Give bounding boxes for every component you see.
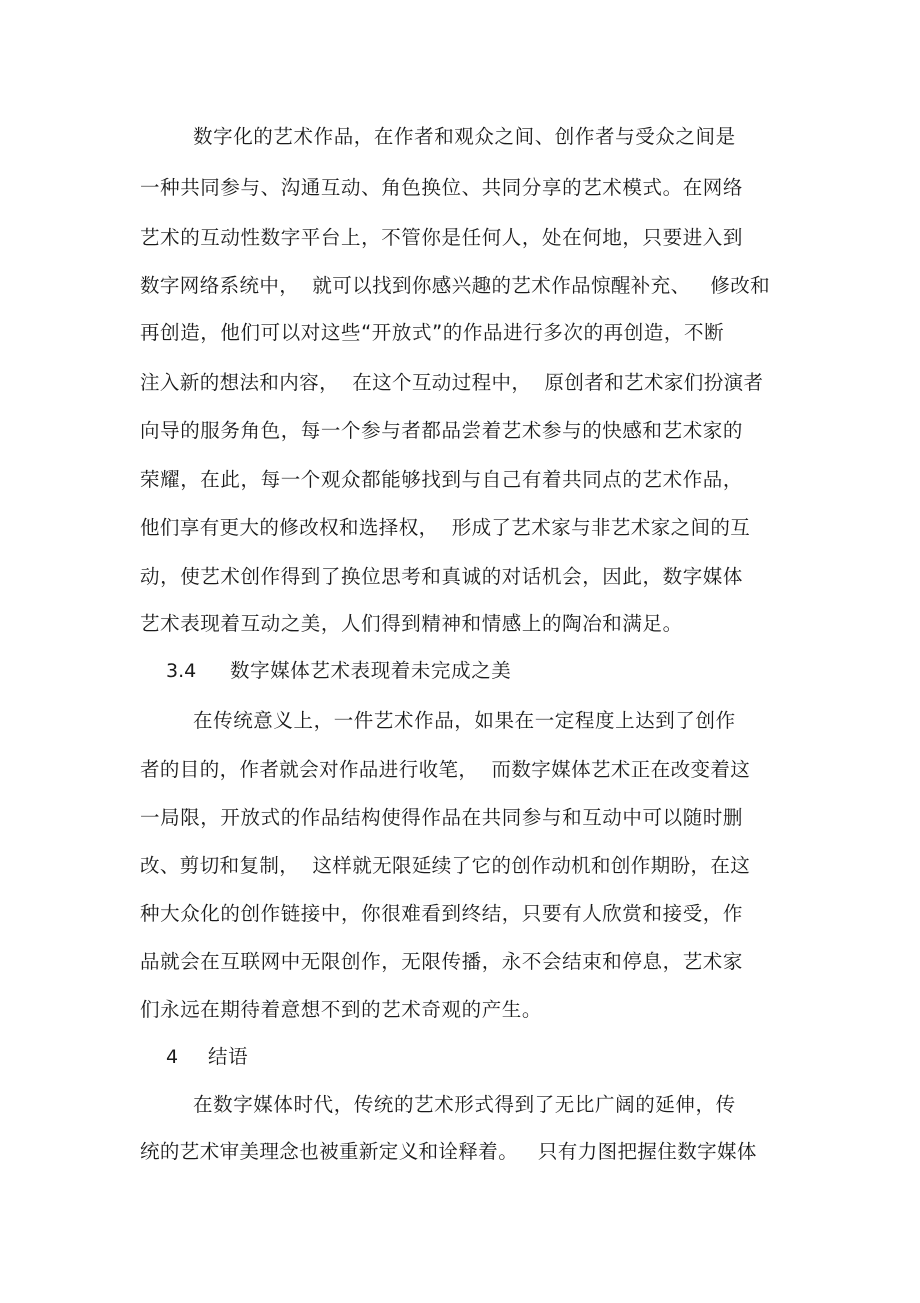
section-4-title: 结语 bbox=[208, 1045, 249, 1068]
paragraph-2-line-3: 一局限，开放式的作品结构使得作品在共同参与和互动中可以随时删 bbox=[140, 806, 744, 829]
paragraph-1-line-11: 艺术表现着互动之美，人们得到精神和情感上的陶冶和满足。 bbox=[140, 612, 683, 635]
paragraph-1-line-7: 向导的服务角色，每一个参与者都品尝着艺术参与的快感和艺术家的 bbox=[140, 419, 744, 442]
paragraph-2-line-4: 改、剪切和复制， 这样就无限延续了它的创作动机和创作期盼，在这 bbox=[140, 854, 751, 877]
paragraph-1-line-9: 他们享有更大的修改权和选择权， 形成了艺术家与非艺术家之间的互 bbox=[140, 516, 751, 539]
paragraph-2-line-7: 们永远在期待着意想不到的艺术奇观的产生。 bbox=[140, 998, 543, 1021]
section-3-4-title: 数字媒体艺术表现着未完成之美 bbox=[230, 659, 512, 682]
paragraph-2-line-1: 在传统意义上，一件艺术作品，如果在一定程度上达到了创作 bbox=[193, 709, 736, 732]
paragraph-1-line-1: 数字化的艺术作品，在作者和观众之间、创作者与受众之间是 bbox=[193, 125, 736, 148]
paragraph-1-line-6: 注入新的想法和内容， 在这个互动过程中， 原创者和艺术家们扮演者 bbox=[140, 371, 764, 394]
paragraph-3-line-1: 在数字媒体时代，传统的艺术形式得到了无比广阔的延伸，传 bbox=[193, 1093, 736, 1116]
paragraph-1-line-5: 再创造，他们可以对这些“开放式”的作品进行多次的再创造，不断 bbox=[140, 321, 725, 344]
paragraph-3-line-2: 统的艺术审美理念也被重新定义和诠释着。 只有力图把握住数字媒体 bbox=[140, 1140, 757, 1163]
section-3-4-number: 3.4 bbox=[166, 660, 197, 682]
paragraph-2-line-2: 者的目的，作者就会对作品进行收笔， 而数字媒体艺术正在改变着这 bbox=[140, 758, 751, 781]
paragraph-2-line-5: 种大众化的创作链接中，你很难看到终结，只要有人欣赏和接受，作 bbox=[140, 902, 744, 925]
paragraph-1-line-8: 荣耀，在此，每一个观众都能够找到与自己有着共同点的艺术作品， bbox=[140, 468, 744, 491]
paragraph-1-line-3: 艺术的互动性数字平台上，不管你是任何人，处在何地，只要进入到 bbox=[140, 226, 744, 249]
paragraph-1-line-2: 一种共同参与、沟通互动、角色换位、共同分享的艺术模式。在网络 bbox=[140, 176, 744, 199]
section-4-number: 4 bbox=[166, 1046, 179, 1068]
paragraph-1-line-4: 数字网络系统中， 就可以找到你感兴趣的艺术作品惊醒补充、 修改和 bbox=[140, 274, 770, 297]
paragraph-2-line-6: 品就会在互联网中无限创作，无限传播，永不会结束和停息，艺术家 bbox=[140, 950, 744, 973]
paragraph-1-line-10: 动，使艺术创作得到了换位思考和真诚的对话机会，因此，数字媒体 bbox=[140, 565, 744, 588]
